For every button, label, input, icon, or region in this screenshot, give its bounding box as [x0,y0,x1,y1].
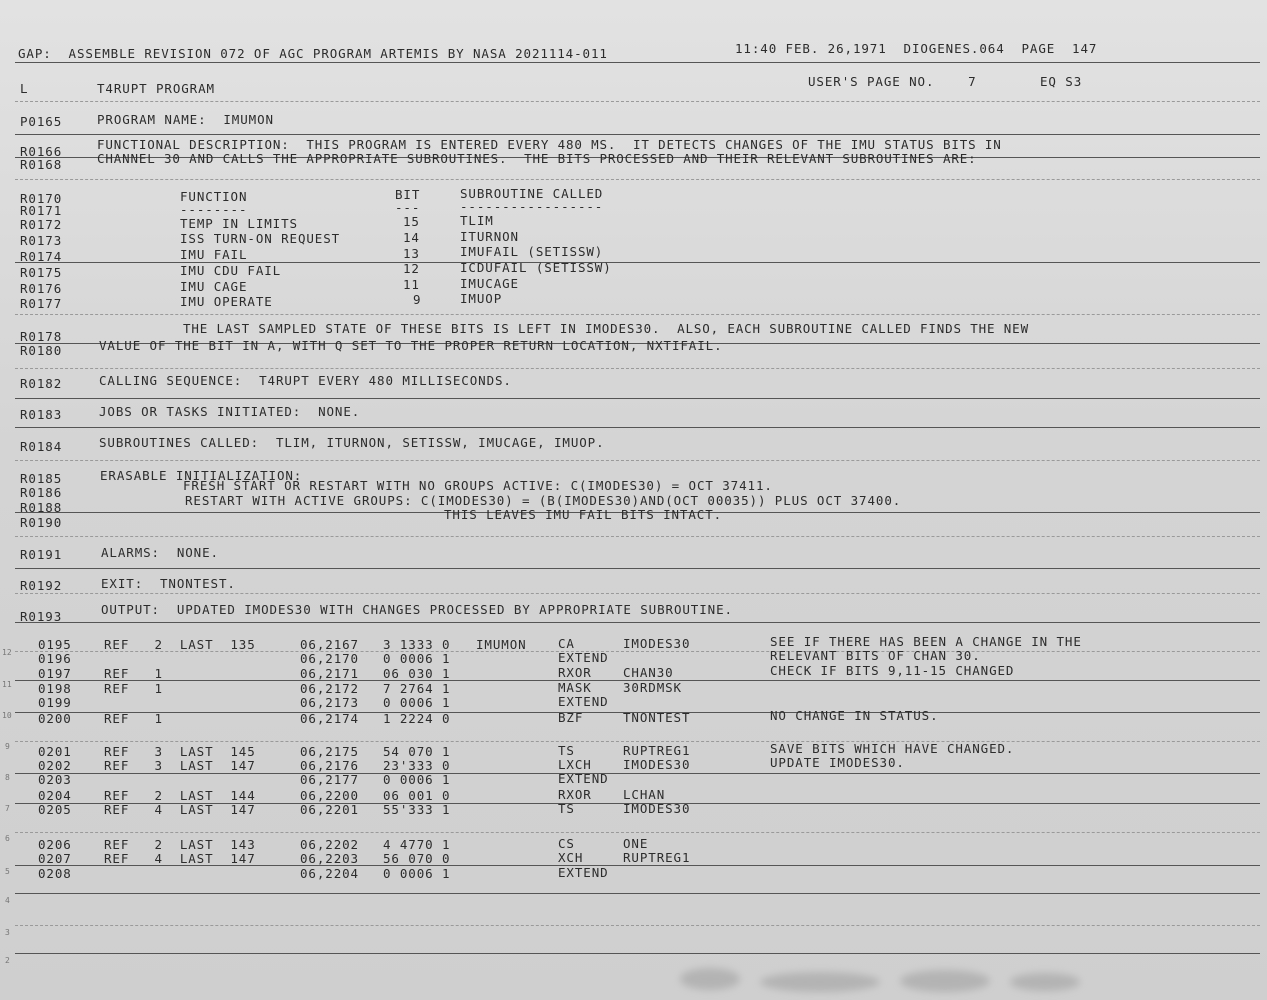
line-number: R0168 [20,157,63,172]
table-bit: 12 [403,261,420,276]
code-address: 06,2172 [300,681,359,696]
code-opcode: TS [558,743,575,758]
table-function: IMU CAGE [180,279,248,294]
line-number: R0175 [20,265,63,280]
table-bit: 15 [403,214,420,229]
line-number: R0178 [20,329,63,344]
paper-rule [15,622,1260,623]
paper-rule [15,398,1260,399]
code-line-number: 0195 [38,637,72,652]
line-number: R0192 [20,578,63,593]
code-address: 06,2201 [300,802,359,817]
table-header-bit: BIT [395,187,421,202]
code-operand: RUPTREG1 [623,743,691,758]
code-opcode: EXTEND [558,771,609,786]
code-line-number: 0198 [38,681,72,696]
line-number: R0177 [20,296,63,311]
line-number: R0173 [20,233,63,248]
paper-rule [15,460,1260,461]
table-function: IMU FAIL [180,247,248,262]
code-operand: 30RDMSK [623,680,682,695]
code-operand: LCHAN [623,787,666,802]
listing-mode: L [20,81,29,96]
code-line-number: 0203 [38,772,72,787]
table-function: IMU OPERATE [180,294,273,309]
description-line: CHANNEL 30 AND CALLS THE APPROPRIATE SUBROUTINES. THE BITS PROCESSED AND THEIR RELEVANT SUBROUTINES ARE: [97,151,977,166]
line-number: R0174 [20,249,63,264]
paper-rule [15,741,1260,742]
code-ref: REF 1 [104,666,163,681]
code-address: 06,2203 [300,851,359,866]
code-word: 06 001 0 [383,788,451,803]
margin-mark: 12 [2,648,12,657]
line-number: R0170 [20,191,63,206]
table-subroutine: TLIM [460,213,494,228]
paper-rule [15,953,1260,954]
code-line-number: 0200 [38,711,72,726]
line-number: R0185 [20,471,63,486]
code-opcode: TS [558,801,575,816]
paper-rule [15,773,1260,774]
table-bit: 14 [403,230,420,245]
table-bit: 11 [403,277,420,292]
code-ref: REF 1 [104,711,163,726]
code-word: 0 0006 1 [383,866,451,881]
margin-mark: 6 [5,834,10,843]
table-subroutine: ITURNON [460,229,519,244]
program-title: T4RUPT PROGRAM [97,81,215,96]
code-line-number: 0207 [38,851,72,866]
code-comment: RELEVANT BITS OF CHAN 30. [770,648,981,663]
code-word: 0 0006 1 [383,651,451,666]
code-address: 06,2175 [300,744,359,759]
code-address: 06,2204 [300,866,359,881]
table-underline: -------- [180,202,248,217]
erasable-init-line: THIS LEAVES IMU FAIL BITS INTACT. [444,507,723,522]
paper-stain [680,968,740,990]
paper-rule [15,832,1260,833]
erasable-init-line: FRESH START OR RESTART WITH NO GROUPS ACTIVE: C(IMODES30) = OCT 37411. [183,478,773,493]
exit-line: EXIT: TNONTEST. [101,576,236,591]
paper-stain [900,970,990,992]
code-opcode: MASK [558,680,592,695]
paper-rule [15,62,1260,63]
jobs-tasks-line: JOBS OR TASKS INITIATED: NONE. [99,404,361,419]
code-ref: REF 4 LAST 147 [104,851,256,866]
table-underline: ----------------- [460,199,604,214]
code-line-number: 0199 [38,695,72,710]
paper-rule [15,368,1260,369]
output-line: OUTPUT: UPDATED IMODES30 WITH CHANGES PROCESSED BY APPROPRIATE SUBROUTINE. [101,602,733,617]
code-ref: REF 3 LAST 145 [104,744,256,759]
code-comment: SAVE BITS WHICH HAVE CHANGED. [770,741,1015,756]
code-word: 1 2224 0 [383,711,451,726]
paper-stain [760,972,880,992]
line-number: R0180 [20,343,63,358]
code-word: 0 0006 1 [383,772,451,787]
line-number: R0176 [20,281,63,296]
table-function: IMU CDU FAIL [180,263,282,278]
listing-title: GAP: ASSEMBLE REVISION 072 OF AGC PROGRAM ARTEMIS BY NASA 2021114-011 [18,46,608,61]
code-ref: REF 4 LAST 147 [104,802,256,817]
code-opcode: CA [558,636,575,651]
paper-rule [15,893,1260,894]
paper-rule [15,593,1260,594]
line-number: R0171 [20,203,63,218]
code-word: 06 030 1 [383,666,451,681]
users-page-number: USER'S PAGE NO. 7 [808,74,977,89]
margin-mark: 11 [2,680,12,689]
table-subroutine: ICDUFAIL (SETISSW) [460,260,612,275]
code-line-number: 0197 [38,666,72,681]
code-line-number: 0206 [38,837,72,852]
table-subroutine: IMUCAGE [460,276,519,291]
code-address: 06,2176 [300,758,359,773]
margin-mark: 5 [5,867,10,876]
code-ref: REF 2 LAST 135 [104,637,256,652]
margin-mark: 8 [5,773,10,782]
paper-rule [15,925,1260,926]
line-number: R0184 [20,439,63,454]
code-opcode: XCH [558,850,584,865]
description-line: THE LAST SAMPLED STATE OF THESE BITS IS LEFT IN IMODES30. ALSO, EACH SUBROUTINE CALLED FINDS THE NEW [183,321,1029,336]
margin-mark: 3 [5,928,10,937]
code-opcode: CS [558,836,575,851]
margin-mark: 2 [5,956,10,965]
code-operand: IMODES30 [623,801,691,816]
code-opcode: EXTEND [558,865,609,880]
code-address: 06,2171 [300,666,359,681]
code-ref: REF 1 [104,681,163,696]
line-number: P0165 [20,114,63,129]
code-line-number: 0208 [38,866,72,881]
paper-rule [15,536,1260,537]
code-word: 4 4770 1 [383,837,451,852]
paper-rule [15,314,1260,315]
line-number: R0193 [20,609,63,624]
code-line-number: 0202 [38,758,72,773]
table-header-function: FUNCTION [180,189,248,204]
alarms-line: ALARMS: NONE. [101,545,219,560]
code-address: 06,2170 [300,651,359,666]
listing-timestamp: 11:40 FEB. 26,1971 DIOGENES.064 PAGE 147 [735,41,1098,56]
table-function: TEMP IN LIMITS [180,216,298,231]
code-opcode: LXCH [558,757,592,772]
code-address: 06,2200 [300,788,359,803]
line-number: R0166 [20,144,63,159]
code-word: 0 0006 1 [383,695,451,710]
paper-rule [15,134,1260,135]
margin-mark: 9 [5,742,10,751]
paper-stain [1010,973,1080,991]
description-line: VALUE OF THE BIT IN A, WITH Q SET TO THE PROPER RETURN LOCATION, NXTIFAIL. [99,338,723,353]
code-comment: UPDATE IMODES30. [770,755,905,770]
code-word: 7 2764 1 [383,681,451,696]
paper-rule [15,179,1260,180]
table-bit: 13 [403,246,420,261]
code-operand: IMODES30 [623,636,691,651]
line-number: R0172 [20,217,63,232]
table-subroutine: IMUFAIL (SETISSW) [460,244,604,259]
code-address: 06,2177 [300,772,359,787]
code-operand: IMODES30 [623,757,691,772]
table-header-subroutine: SUBROUTINE CALLED [460,186,604,201]
table-bit: 9 [413,292,422,307]
code-address: 06,2167 [300,637,359,652]
margin-mark: 7 [5,804,10,813]
code-operand: RUPTREG1 [623,850,691,865]
table-function: ISS TURN-ON REQUEST [180,231,341,246]
code-ref: REF 2 LAST 144 [104,788,256,803]
program-name-line: PROGRAM NAME: IMUMON [97,112,274,127]
margin-mark: 4 [5,896,10,905]
eq-label: EQ S3 [1040,74,1083,89]
code-comment: SEE IF THERE HAS BEEN A CHANGE IN THE [770,634,1082,649]
code-operand: CHAN30 [623,665,674,680]
code-word: 3 1333 0 [383,637,451,652]
code-label: IMUMON [476,637,527,652]
line-number: R0183 [20,407,63,422]
description-line: FUNCTIONAL DESCRIPTION: THIS PROGRAM IS ENTERED EVERY 480 MS. IT DETECTS CHANGES OF THE IMU STATUS BITS IN [97,137,1002,152]
margin-mark: 10 [2,711,12,720]
code-opcode: BZF [558,710,584,725]
code-line-number: 0204 [38,788,72,803]
table-subroutine: IMUOP [460,291,503,306]
table-underline: --- [395,200,421,215]
line-number: R0190 [20,515,63,530]
code-operand: ONE [623,836,649,851]
code-address: 06,2202 [300,837,359,852]
code-address: 06,2174 [300,711,359,726]
code-word: 23'333 0 [383,758,451,773]
line-number: R0188 [20,500,63,515]
code-line-number: 0196 [38,651,72,666]
erasable-init-line: ERASABLE INITIALIZATION: [100,468,303,483]
code-word: 55'333 1 [383,802,451,817]
code-opcode: EXTEND [558,694,609,709]
code-line-number: 0205 [38,802,72,817]
code-comment: CHECK IF BITS 9,11-15 CHANGED [770,663,1015,678]
line-number: R0186 [20,485,63,500]
code-ref: REF 2 LAST 143 [104,837,256,852]
erasable-init-line: RESTART WITH ACTIVE GROUPS: C(IMODES30) = (B(IMODES30)AND(OCT 00035)) PLUS OCT 37400. [185,493,902,508]
code-address: 06,2173 [300,695,359,710]
line-number: R0191 [20,547,63,562]
paper-rule [15,101,1260,102]
code-comment: NO CHANGE IN STATUS. [770,708,939,723]
code-operand: TNONTEST [623,710,691,725]
line-number: R0182 [20,376,63,391]
code-opcode: RXOR [558,665,592,680]
code-opcode: EXTEND [558,650,609,665]
code-opcode: RXOR [558,787,592,802]
subroutines-called-line: SUBROUTINES CALLED: TLIM, ITURNON, SETISSW, IMUCAGE, IMUOP. [99,435,605,450]
code-ref: REF 3 LAST 147 [104,758,256,773]
paper-rule [15,427,1260,428]
paper-rule [15,568,1260,569]
code-word: 54 070 1 [383,744,451,759]
calling-sequence-line: CALLING SEQUENCE: T4RUPT EVERY 480 MILLISECONDS. [99,373,512,388]
code-word: 56 070 0 [383,851,451,866]
code-line-number: 0201 [38,744,72,759]
